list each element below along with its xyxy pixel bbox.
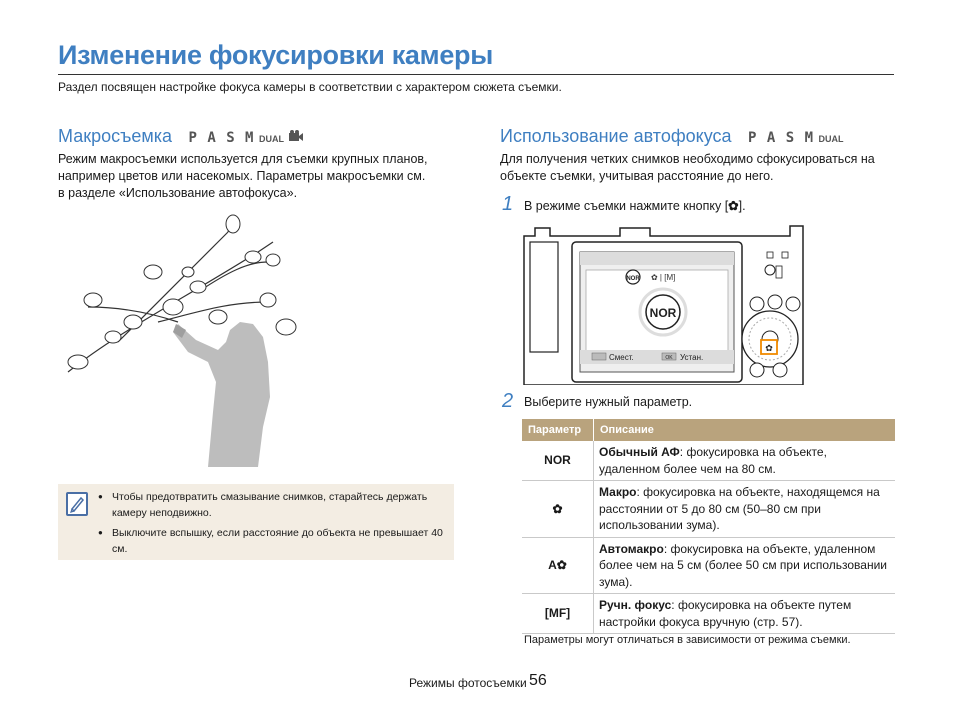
svg-text:Смест.: Смест. (609, 353, 634, 362)
movie-mode-icon (288, 130, 304, 142)
table-footnote: Параметры могут отличаться в зависимости от режима съемки. (524, 634, 851, 646)
macro-heading: Макросъемка (58, 126, 173, 146)
step-number: 2 (502, 390, 514, 412)
mode-letters: P A S M (748, 130, 815, 146)
table-header-row (522, 419, 895, 441)
dual-mode-icon: DUAL (258, 134, 284, 144)
autofocus-section-header (500, 126, 843, 147)
row-description: Автомакро: фокусировка на объекте, удаленном более чем на 5 см (более 50 см при использовании зума). (594, 537, 896, 594)
step-1-text: В режиме съемки нажмите кнопку [✿]. (524, 199, 746, 213)
step-number: 1 (502, 193, 514, 215)
intro-text: Раздел посвящен настройке фокуса камеры в соответствии с характером сюжета съемки. (58, 80, 562, 94)
note-list (98, 489, 443, 557)
macro-illustration (58, 212, 318, 467)
camera-back-illustration (520, 222, 805, 385)
row-description: Обычный АФ: фокусировка на объекте, удаленном более чем на 80 см. (594, 441, 896, 481)
step-2-text: Выберите нужный параметр. (524, 395, 693, 409)
column-header: Параметр (522, 419, 594, 441)
column-header: Описание (594, 419, 896, 441)
note-item: ● Выключите вспышку, если расстояние до объекта не превышает 40 см. (98, 525, 443, 557)
focus-parameters-table (522, 419, 895, 634)
manual-focus-icon: [MF] (522, 594, 594, 634)
svg-text:NOR: NOR (649, 306, 677, 320)
footer-section: Режимы фотосъемки (409, 676, 527, 690)
mode-letters: P A S M (188, 130, 255, 146)
svg-text:OK: OK (665, 355, 673, 361)
table-row (522, 594, 895, 634)
row-description: Ручн. фокус: фокусировка на объекте путем настройки фокуса вручную (стр. 57). (594, 594, 896, 634)
note-box (58, 484, 454, 560)
person-silhouette (173, 322, 270, 467)
svg-text:✿: ✿ (765, 343, 773, 353)
svg-text:Устан.: Устан. (680, 353, 704, 362)
table-row (522, 537, 895, 594)
page-title: Изменение фокусировки камеры (58, 40, 493, 70)
macro-section-header (58, 126, 304, 147)
autofocus-paragraph: Для получения четких снимков необходимо сфокусироваться на объекте съемки, учитывая расстояние до него. (500, 152, 875, 183)
title-divider (58, 74, 894, 75)
macro-icon: ✿ (522, 481, 594, 538)
note-icon (66, 492, 88, 516)
table-row (522, 481, 895, 538)
macro-button-icon: ✿ (728, 199, 739, 213)
row-description: Макро: фокусировка на объекте, находящемся на расстоянии от 5 до 80 см (50–80 см при использовании зума). (594, 481, 896, 538)
macro-paragraph: Режим макросъемки используется для съемки крупных планов, например цветов или насекомых. Параметры макросъемки см. в разделе «Использование автофокуса». (58, 152, 428, 200)
svg-text:✿ | [M]: ✿ | [M] (651, 273, 676, 282)
normal-af-icon: NOR (522, 441, 594, 481)
note-item: ● Чтобы предотвратить смазывание снимков, старайтесь держать камеру неподвижно. (98, 489, 443, 521)
table-row (522, 441, 895, 481)
svg-text:NOR: NOR (626, 276, 640, 282)
dual-mode-icon: DUAL (818, 134, 844, 144)
page-number: 56 (529, 672, 547, 689)
auto-macro-icon: A✿ (522, 537, 594, 594)
autofocus-heading: Использование автофокуса (500, 126, 732, 146)
